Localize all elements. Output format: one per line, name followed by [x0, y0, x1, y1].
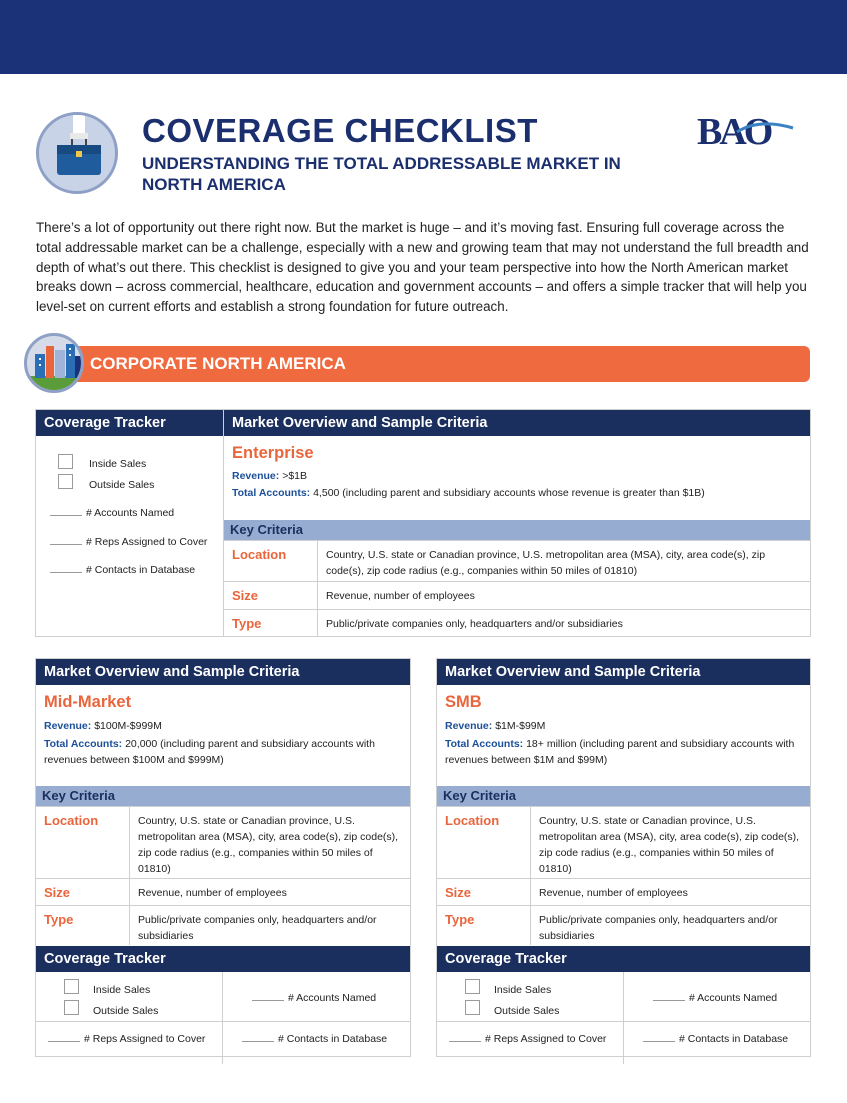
location-label: Location	[224, 541, 318, 581]
revenue-value: $1M-$99M	[495, 720, 546, 732]
size-value: Revenue, number of employees	[138, 887, 287, 899]
logo-text: BAO	[697, 111, 771, 152]
section-header-bar	[62, 346, 810, 382]
size-label: Size	[36, 879, 130, 905]
type-value: Public/private companies only, headquarters and/or subsidiaries	[138, 914, 377, 942]
accounts-named-input[interactable]	[252, 1000, 284, 1001]
outside-sales-checkbox[interactable]	[58, 474, 73, 489]
inside-sales-checkbox[interactable]	[64, 979, 79, 994]
total-accounts-label: Total Accounts:	[445, 738, 524, 750]
accounts-named-label: # Accounts Named	[689, 992, 778, 1004]
inside-sales-label: Inside Sales	[494, 984, 552, 996]
tracker-header: Coverage Tracker	[36, 410, 223, 436]
inside-sales-label: Inside Sales	[93, 984, 151, 996]
briefcase-icon	[36, 112, 118, 194]
midmarket-block	[35, 658, 411, 1057]
top-banner	[0, 0, 847, 74]
enterprise-tracker	[36, 410, 224, 636]
reps-assigned-label: # Reps Assigned to Cover	[84, 1033, 206, 1045]
inside-sales-checkbox[interactable]	[58, 454, 73, 469]
type-label: Type	[36, 906, 130, 945]
type-value: Public/private companies only, headquarters and/or subsidiaries	[326, 618, 623, 630]
location-value: Country, U.S. state or Canadian province, U.S. metropolitan area (MSA), city, area code(s), zip code(s), zip code radius (e.g., companies within 50 miles of 01810)	[138, 815, 399, 875]
type-label: Type	[224, 610, 318, 636]
total-accounts-label: Total Accounts:	[232, 487, 311, 499]
segment-title: Enterprise	[232, 444, 314, 462]
inside-sales-checkbox[interactable]	[465, 979, 480, 994]
revenue-label: Revenue:	[232, 470, 280, 482]
revenue-value: $100M-$999M	[94, 720, 162, 732]
accounts-named-input[interactable]	[653, 1000, 685, 1001]
location-label: Location	[437, 807, 531, 878]
contacts-db-label: # Contacts in Database	[278, 1033, 388, 1045]
type-value: Public/private companies only, headquarters and/or subsidiaries	[539, 914, 778, 942]
reps-assigned-input[interactable]	[50, 544, 82, 545]
type-label: Type	[437, 906, 531, 945]
section-title: CORPORATE NORTH AMERICA	[90, 354, 346, 373]
tracker-header: Coverage Tracker	[437, 946, 810, 972]
accounts-named-input[interactable]	[50, 515, 82, 516]
outside-sales-label: Outside Sales	[494, 1005, 560, 1017]
overview-header: Market Overview and Sample Criteria	[36, 659, 410, 685]
outside-sales-label: Outside Sales	[93, 1005, 159, 1017]
enterprise-overview	[224, 410, 810, 636]
revenue-label: Revenue:	[44, 720, 92, 732]
page-subtitle: UNDERSTANDING THE TOTAL ADDRESSABLE MARKET IN NORTH AMERICA	[142, 154, 621, 194]
location-value: Country, U.S. state or Canadian province, U.S. metropolitan area (MSA), city, area code(s), zip code(s), zip code radius (e.g., companies within 50 miles of 01810)	[539, 815, 800, 875]
overview-header: Market Overview and Sample Criteria	[224, 410, 810, 436]
total-accounts-value: 18+ million (including parent and subsidiary accounts with revenues between $1M and $99M)	[445, 738, 795, 766]
contacts-db-input[interactable]	[50, 572, 82, 573]
reps-assigned-input[interactable]	[449, 1041, 481, 1042]
intro-paragraph: There’s a lot of opportunity out there right now. But the market is huge – and it’s moving fast. Ensuring full coverage across the total addressable market can be a challenge, especially with a new and growing team that may not understand the full breadth and depth of what’s out there. This checklist is designed to give you and your team perspective into how the North American market breaks down – across commercial, healthcare, education and government accounts – and offers a simple tracker that will help you level-set on current efforts and establish a strong foundation for future outreach.	[36, 220, 809, 315]
key-criteria-header: Key Criteria	[437, 786, 810, 806]
reps-assigned-label: # Reps Assigned to Cover	[86, 536, 208, 548]
size-value: Revenue, number of employees	[326, 590, 475, 602]
bao-logo	[697, 110, 812, 152]
location-label: Location	[36, 807, 130, 878]
tracker-header: Coverage Tracker	[36, 946, 410, 972]
location-value: Country, U.S. state or Canadian province, U.S. metropolitan area (MSA), city, area code(s), zip code(s), zip code radius (e.g., companies within 50 miles of 01810)	[326, 549, 766, 577]
accounts-named-label: # Accounts Named	[288, 992, 377, 1004]
contacts-db-label: # Contacts in Database	[86, 564, 196, 576]
size-label: Size	[224, 582, 318, 609]
key-criteria-header: Key Criteria	[36, 786, 410, 806]
total-accounts-label: Total Accounts:	[44, 738, 123, 750]
segment-title: Mid-Market	[44, 693, 132, 711]
segment-title: SMB	[445, 693, 482, 711]
revenue-value: >$1B	[282, 470, 308, 482]
total-accounts-value: 4,500 (including parent and subsidiary accounts whose revenue is greater than $1B)	[313, 487, 705, 499]
overview-header: Market Overview and Sample Criteria	[437, 659, 810, 685]
size-label: Size	[437, 879, 531, 905]
size-value: Revenue, number of employees	[539, 887, 688, 899]
city-skyline-icon	[24, 333, 84, 393]
outside-sales-label: Outside Sales	[89, 479, 155, 491]
total-accounts-value: 20,000 (including parent and subsidiary accounts with revenues between $100M and $999M)	[44, 738, 375, 766]
outside-sales-checkbox[interactable]	[465, 1000, 480, 1015]
key-criteria-header: Key Criteria	[224, 520, 810, 540]
reps-assigned-input[interactable]	[48, 1041, 80, 1042]
contacts-db-input[interactable]	[242, 1041, 274, 1042]
outside-sales-checkbox[interactable]	[64, 1000, 79, 1015]
smb-block	[436, 658, 811, 1057]
revenue-label: Revenue:	[445, 720, 493, 732]
reps-assigned-label: # Reps Assigned to Cover	[485, 1033, 607, 1045]
inside-sales-label: Inside Sales	[89, 458, 147, 470]
enterprise-block	[35, 409, 811, 637]
accounts-named-label: # Accounts Named	[86, 507, 175, 519]
page-title: COVERAGE CHECKLIST	[142, 112, 538, 149]
contacts-db-label: # Contacts in Database	[679, 1033, 789, 1045]
contacts-db-input[interactable]	[643, 1041, 675, 1042]
